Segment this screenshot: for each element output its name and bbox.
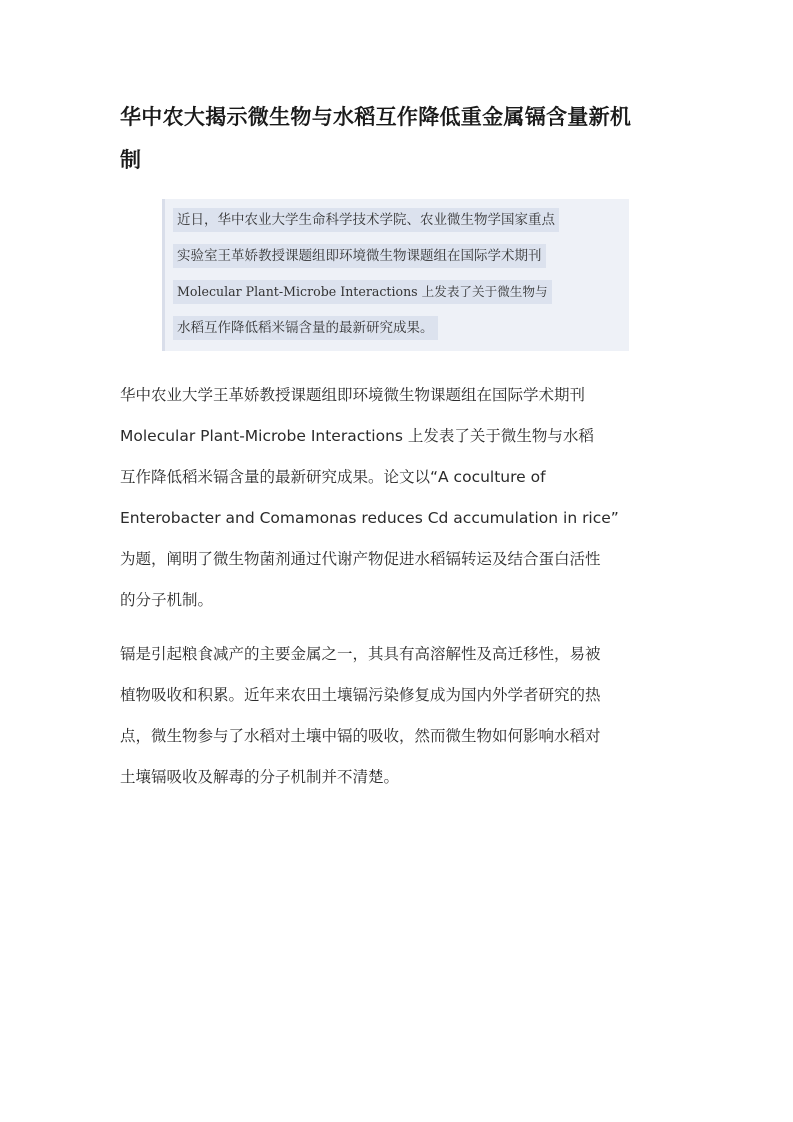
title-line: 华中农大揭示微生物与水稻互作降低重金属镉含量新机	[120, 105, 632, 129]
summary-blockquote	[162, 199, 629, 351]
paragraph-line: 土壤镉吸收及解毒的分子机制并不清楚。	[120, 768, 400, 786]
paragraph-line: 为题，阐明了微生物菌剂通过代谢产物促进水稻镉转运及结合蛋白活性	[120, 550, 601, 568]
paragraph-line: Enterobacter and Comamonas reduces Cd accumulation in rice”	[120, 509, 619, 527]
paragraph-line: 的分子机制。	[120, 591, 214, 609]
article	[120, 96, 675, 798]
paragraph-line: 镉是引起粮食减产的主要金属之一，其具有高溶解性及高迁移性，易被	[120, 645, 601, 663]
paragraph-line: Molecular Plant-Microbe Interactions 上发表了关于微生物与水稻	[120, 427, 594, 445]
summary-line: 实验室王革娇教授课题组即环境微生物课题组在国际学术期刊	[173, 244, 546, 268]
paragraph-line: 植物吸收和积累。近年来农田土壤镉污染修复成为国内外学者研究的热	[120, 686, 601, 704]
body-paragraph-1	[120, 375, 675, 621]
paragraph-line: 互作降低稻米镉含量的最新研究成果。论文以“A coculture of	[120, 468, 546, 486]
summary-line: 近日，华中农业大学生命科学技术学院、农业微生物学国家重点	[173, 208, 559, 232]
summary-line: 水稻互作降低稻米镉含量的最新研究成果。	[173, 316, 438, 340]
paragraph-line: 点，微生物参与了水稻对土壤中镉的吸收，然而微生物如何影响水稻对	[120, 727, 601, 745]
paragraph-line: 华中农业大学王革娇教授课题组即环境微生物课题组在国际学术期刊	[120, 386, 586, 404]
article-title	[120, 96, 675, 182]
body-paragraph-2	[120, 634, 675, 798]
summary-line: Molecular Plant-Microbe Interactions 上发表了关于微生物与	[173, 280, 552, 304]
title-line: 制	[120, 148, 142, 172]
